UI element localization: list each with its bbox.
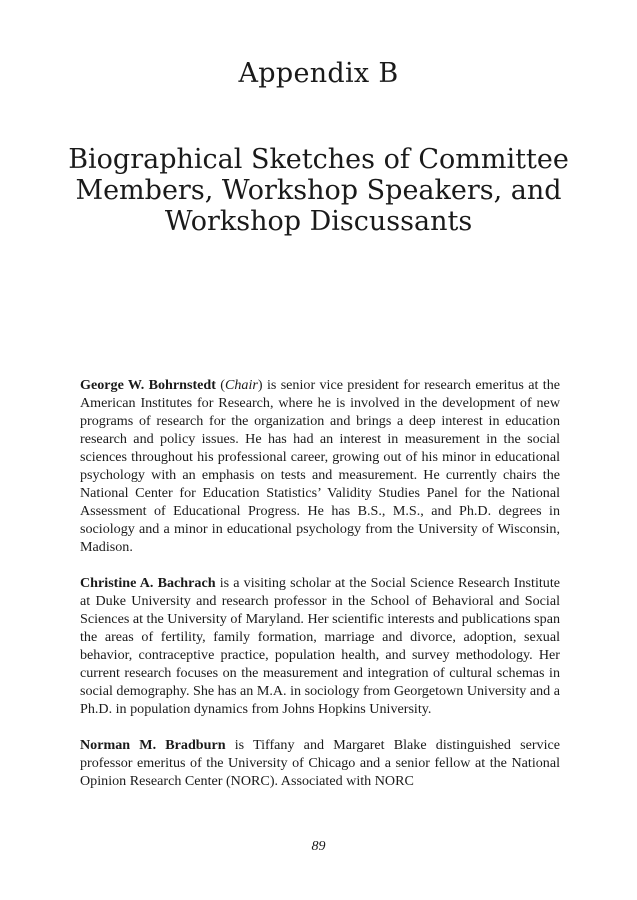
chapter-title-line: Workshop Discussants xyxy=(164,206,473,237)
bio-text: is a visiting scholar at the Social Science Research Institute at Duke University and research professor in the School of Behavioral and Social Sciences at the University of Maryland. Her scientific interests and publications span the areas of fertility, family formation, marriage and divorce, adoption, sexual behavior, contraceptive practice, population health, and survey methodology. Her current research focuses on the measurement and integration of cultural schemas in social demography. She has an M.A. in sociology from Georgetown University and a Ph.D. in population dynamics from Johns Hopkins University. xyxy=(80,575,560,717)
bio-name: Christine A. Bachrach xyxy=(80,575,216,591)
bio-text: is senior vice president for research emeritus at the American Institutes for Research, where he is involved in the development of new programs of research for the organization and brings a deep interest in education research and policy issues. He has had an interest in measurement in the social sciences throughout his professional career, growing out of his minor in educational psychology with an emphasis on tests and measurement. He currently chairs the National Center for Education Statistics’ Validity Studies Panel for the National Assessment of Educational Progress. He has B.S., M.S., and Ph.D. degrees in sociology and a minor in educational psychology from the University of Wisconsin, Madison. xyxy=(80,377,560,555)
chapter-title-line: Biographical Sketches of Committee xyxy=(68,144,569,175)
chapter-title xyxy=(60,144,577,237)
bio-name: George W. Bohrnstedt xyxy=(80,377,216,393)
chapter-title-line: Members, Workshop Speakers, and xyxy=(75,175,562,206)
bio-paragraph xyxy=(80,736,560,790)
biographies-body xyxy=(80,376,560,808)
appendix-label: Appendix B xyxy=(238,58,399,89)
bio-text: is Tiffany and Margaret Blake distinguished service professor emeritus of the University of Chicago and a senior fellow at the National Opinion Research Center (NORC). Associated with NORC xyxy=(80,737,560,789)
page-number: 89 xyxy=(311,839,326,854)
bio-name: Norman M. Bradburn xyxy=(80,737,226,753)
role-open: ( xyxy=(215,377,225,393)
role-close: ) xyxy=(257,377,263,393)
bio-paragraph xyxy=(80,376,560,556)
bio-role: Chair xyxy=(224,377,258,393)
bio-paragraph xyxy=(80,574,560,718)
